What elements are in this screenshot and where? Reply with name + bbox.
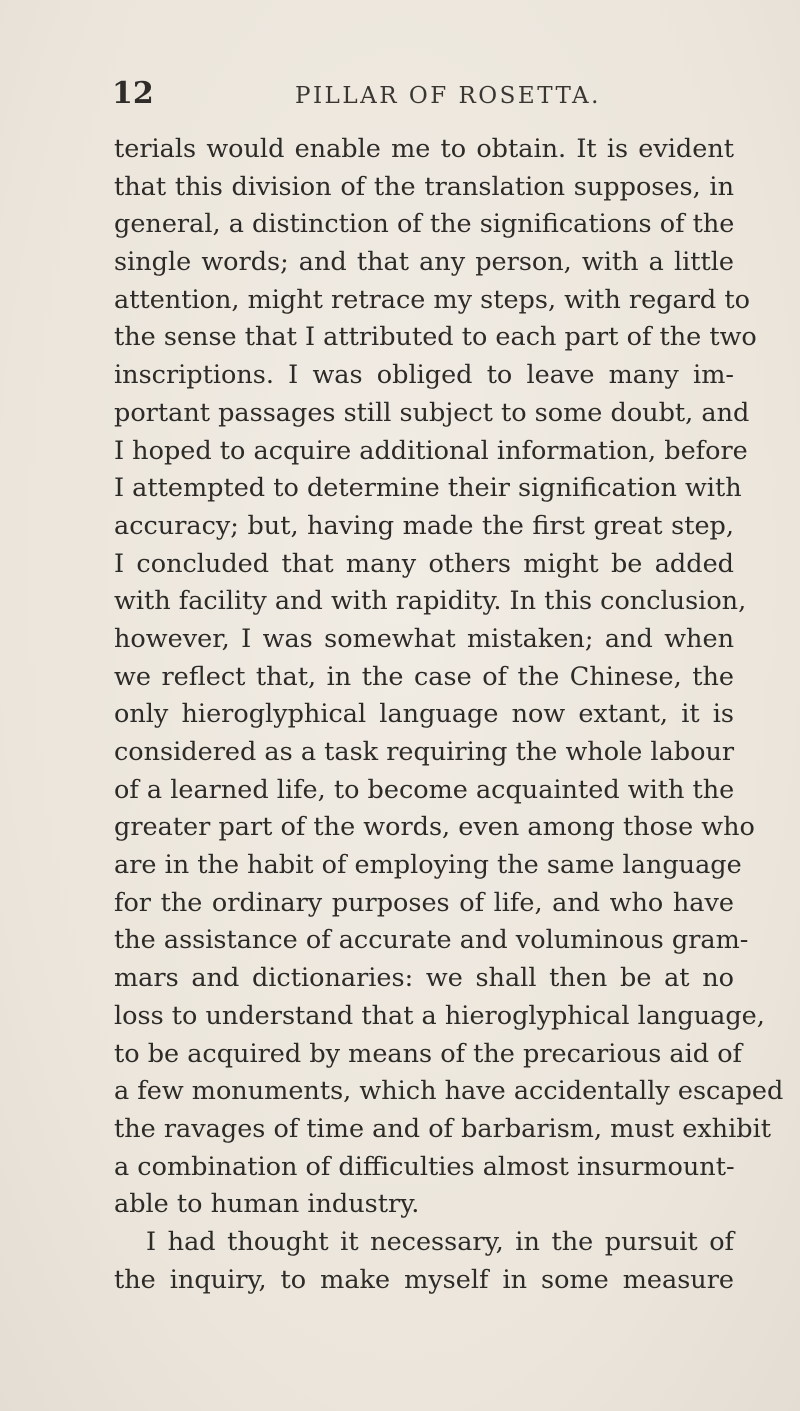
text-line: I attempted to determine their signification with [114,473,742,504]
text-line: of a learned life, to become acquainted with the [114,774,735,805]
text-line: single words; and that any person, with a little [114,247,734,278]
text-line: accuracy; but, having made the first great step, [114,510,734,541]
page-number: 12 [112,76,154,111]
text-line: the assistance of accurate and voluminous gram- [114,925,749,956]
text-line: portant passages still subject to some doubt, and [114,397,750,428]
text-line: are in the habit of employing the same language [114,850,742,881]
text-line: inscriptions. I was obliged to leave many im- [114,360,734,391]
text-line: with facility and with rapidity. In this conclusion, [114,586,747,617]
text-line: greater part of the words, even among those who [114,812,755,843]
paragraph-start-line: I had thought it necessary, in the pursuit of [146,1226,734,1257]
paragraph-end-line: able to human industry. [114,1189,420,1220]
text-line: the ravages of time and of barbarism, must exhibit [114,1113,771,1144]
body-text [114,131,784,1299]
text-line: a few monuments, which have accidentally escaped [114,1076,784,1107]
text-line: only hieroglyphical language now extant, it is [114,699,734,730]
page-header [112,74,712,114]
text-line: the inquiry, to make myself in some measure [114,1264,734,1295]
text-line: a combination of difficulties almost insurmount- [114,1151,735,1182]
text-line: considered as a task requiring the whole labour [114,737,735,767]
text-line: we reflect that, in the case of the Chinese, the [114,661,734,692]
running-head: PILLAR OF ROSETTA. [295,83,601,109]
text-line: I concluded that many others might be added [114,548,734,579]
text-line: attention, might retrace my steps, with regard to [114,284,750,315]
text-line: that this division of the translation supposes, in [114,171,734,202]
text-line: mars and dictionaries: we shall then be at no [114,963,734,994]
text-line: general, a distinction of the significations of the [114,209,735,240]
text-line: terials would enable me to obtain. It is evident [114,134,734,164]
text-line: to be acquired by means of the precarious aid of [114,1038,742,1069]
text-line: for the ordinary purposes of life, and who have [114,887,734,918]
text-line: the sense that I attributed to each part of the two [114,322,757,353]
text-line: loss to understand that a hieroglyphical language, [114,1000,765,1031]
text-line: however, I was somewhat mistaken; and when [114,623,734,654]
text-line: I hoped to acquire additional information, before [114,435,748,466]
